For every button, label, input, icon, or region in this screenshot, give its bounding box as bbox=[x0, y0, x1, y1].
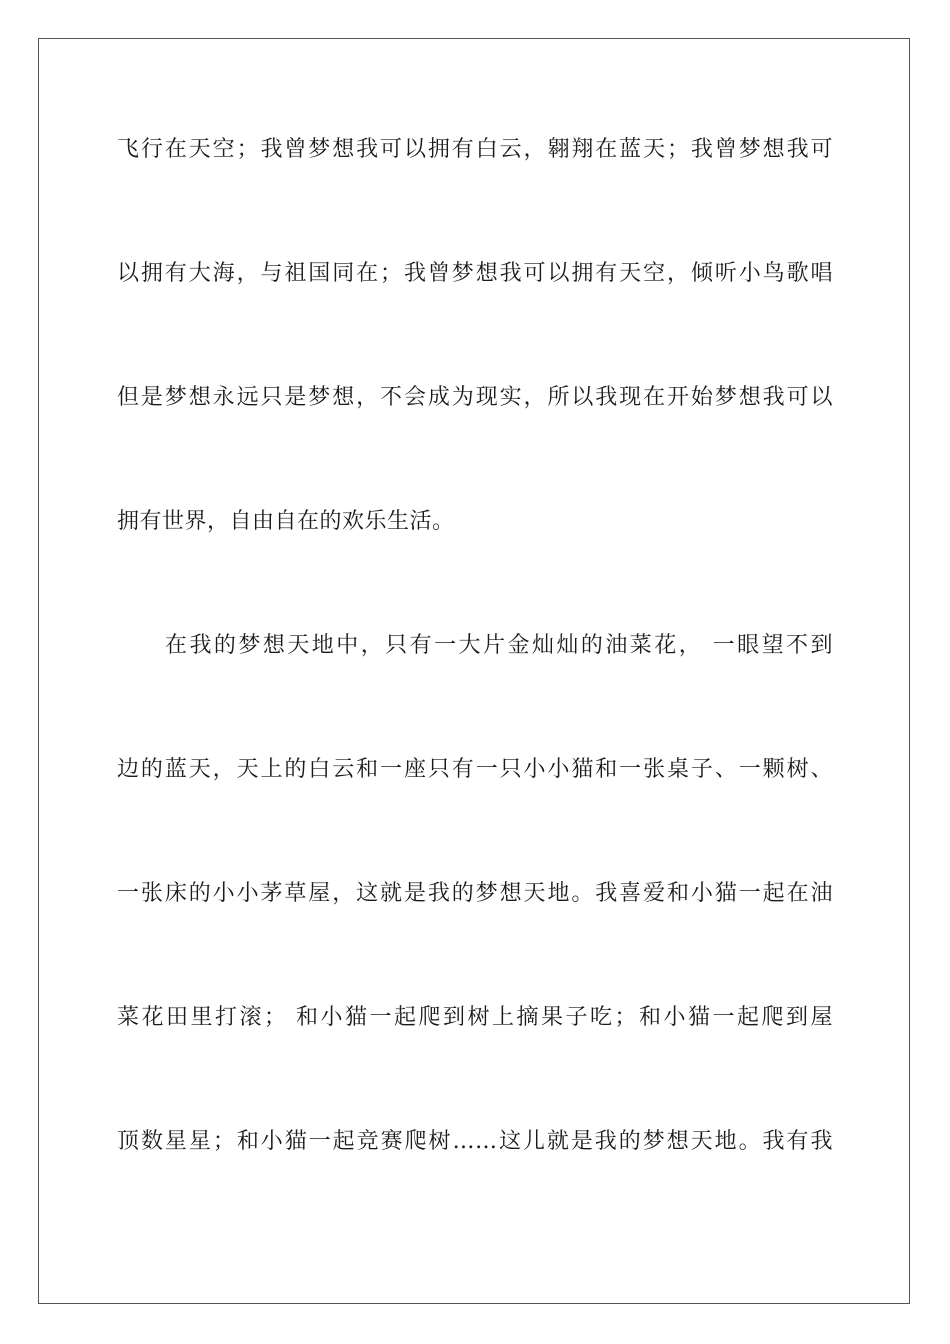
text-line-9: 顶数星星；和小猫一起竞赛爬树……这儿就是我的梦想天地。我有我 bbox=[117, 1129, 833, 1154]
text-line-1: 飞行在天空；我曾梦想我可以拥有白云，翱翔在蓝天；我曾梦想我可 bbox=[117, 137, 833, 162]
text-line-5: 在我的梦想天地中，只有一大片金灿灿的油菜花， 一眼望不到 bbox=[165, 633, 833, 658]
page-frame bbox=[38, 38, 910, 1304]
text-line-6: 边的蓝天，天上的白云和一座只有一只小小猫和一张桌子、一颗树、 bbox=[117, 757, 833, 782]
text-line-2: 以拥有大海，与祖国同在；我曾梦想我可以拥有天空，倾听小鸟歌唱 bbox=[117, 261, 833, 286]
text-line-4: 拥有世界，自由自在的欢乐生活。 bbox=[117, 509, 455, 534]
text-line-7: 一张床的小小茅草屋，这就是我的梦想天地。我喜爱和小猫一起在油 bbox=[117, 881, 833, 906]
text-line-3: 但是梦想永远只是梦想，不会成为现实，所以我现在开始梦想我可以 bbox=[117, 385, 833, 410]
text-line-8: 菜花田里打滚； 和小猫一起爬到树上摘果子吃；和小猫一起爬到屋 bbox=[117, 1005, 833, 1030]
